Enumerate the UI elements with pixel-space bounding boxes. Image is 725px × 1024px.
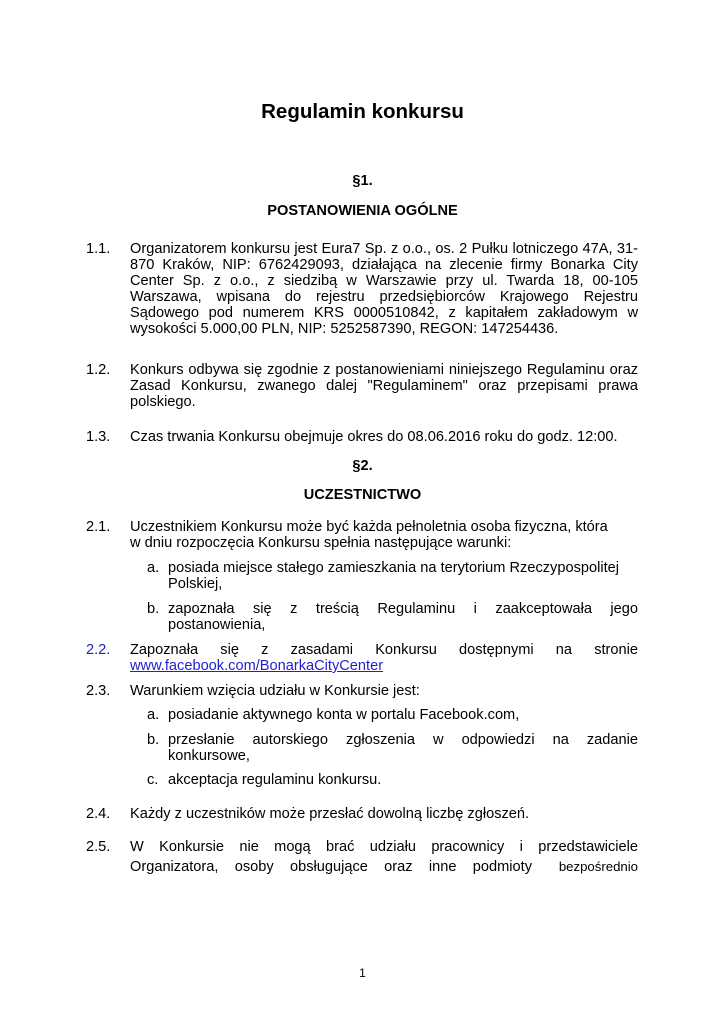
- paragraph-1-2-line: polskiego.: [130, 394, 196, 410]
- document-title: Regulamin konkursu: [261, 100, 464, 123]
- paragraph-2-5-line: W Konkursie nie mogą brać udziału pracownicy i przedstawiciele: [130, 839, 638, 855]
- paragraph-1-1-line: Organizatorem konkursu jest Eura7 Sp. z o.o., os. 2 Pułku lotniczego 47A, 31-: [130, 241, 638, 257]
- list-item-line: posiada miejsce stałego zamieszkania na terytorium Rzeczypospolitej: [168, 560, 619, 576]
- list-item-letter: c.: [147, 772, 159, 788]
- section-1-heading: POSTANOWIENIA OGÓLNE: [267, 203, 458, 219]
- paragraph-2-1-number: 2.1.: [86, 519, 111, 535]
- paragraph-1-3-number: 1.3.: [86, 429, 111, 445]
- paragraph-2-1-line: w dniu rozpoczęcia Konkursu spełnia następujące warunki:: [130, 535, 512, 551]
- paragraph-2-4-text: Każdy z uczestników może przesłać dowolną liczbę zgłoszeń.: [130, 806, 530, 822]
- paragraph-1-1-line: Sądowego pod numerem KRS 0000510842, z kapitałem zakładowym w: [130, 305, 638, 321]
- list-item-line: przesłanie autorskiego zgłoszenia w odpowiedzi na zadanie: [168, 732, 638, 748]
- list-item-line: akceptacja regulaminu konkursu.: [168, 772, 382, 788]
- paragraph-1-1-line: Warszawa, wpisana do rejestru przedsiębiorców Krajowego Rejestru: [130, 289, 638, 305]
- facebook-link[interactable]: www.facebook.com/BonarkaCityCenter: [130, 658, 384, 674]
- list-item-line: zapoznała się z treścią Regulaminu i zaakceptowała jego: [168, 601, 638, 617]
- page-number: 1: [359, 966, 366, 980]
- section-1-sign: §1.: [352, 173, 373, 189]
- paragraph-1-1-line: wysokości 5.000,00 PLN, NIP: 5252587390, REGON: 147254436.: [130, 321, 559, 337]
- list-item-letter: a.: [147, 707, 160, 723]
- section-2-heading: UCZESTNICTWO: [303, 487, 422, 503]
- paragraph-2-3-number: 2.3.: [86, 683, 111, 699]
- paragraph-2-5-line: Organizatora, osoby obsługujące oraz inne podmioty: [130, 859, 532, 875]
- paragraph-1-1-line: Center Sp. z o.o., z siedzibą w Warszawie przy ul. Twarda 18, 00-105: [130, 273, 638, 289]
- section-2-sign: §2.: [352, 458, 373, 474]
- list-item-line: Polskiej,: [168, 576, 223, 592]
- paragraph-2-5-line-end: bezpośrednio: [558, 859, 638, 874]
- list-item-line: postanowienia,: [168, 617, 266, 633]
- paragraph-2-3-text: Warunkiem wzięcia udziału w Konkursie jest:: [130, 683, 420, 699]
- paragraph-1-2-line: Zasad Konkursu, zwanego dalej "Regulaminem" oraz przepisami prawa: [130, 378, 638, 394]
- list-item-line: posiadanie aktywnego konta w portalu Facebook.com,: [168, 707, 520, 723]
- paragraph-1-1-line: 870 Kraków, NIP: 6762429093, działająca na zlecenie firmy Bonarka City: [130, 257, 638, 273]
- paragraph-2-5-number: 2.5.: [86, 839, 111, 855]
- paragraph-2-4-number: 2.4.: [86, 806, 111, 822]
- paragraph-1-2-line: Konkurs odbywa się zgodnie z postanowieniami niniejszego Regulaminu oraz: [130, 362, 638, 378]
- list-item-letter: b.: [147, 732, 160, 748]
- paragraph-2-2-line: Zapoznała się z zasadami Konkursu dostępnymi na stronie: [130, 642, 638, 658]
- list-item-letter: a.: [147, 560, 160, 576]
- list-item-line: konkursowe,: [168, 748, 250, 764]
- paragraph-1-1-number: 1.1.: [86, 241, 111, 257]
- paragraph-1-2-number: 1.2.: [86, 362, 111, 378]
- paragraph-1-3-text: Czas trwania Konkursu obejmuje okres do 08.06.2016 roku do godz. 12:00.: [130, 429, 618, 445]
- paragraph-2-1-line: Uczestnikiem Konkursu może być każda pełnoletnia osoba fizyczna, która: [130, 519, 608, 535]
- list-item-letter: b.: [147, 601, 160, 617]
- paragraph-2-2-number: 2.2.: [86, 642, 111, 658]
